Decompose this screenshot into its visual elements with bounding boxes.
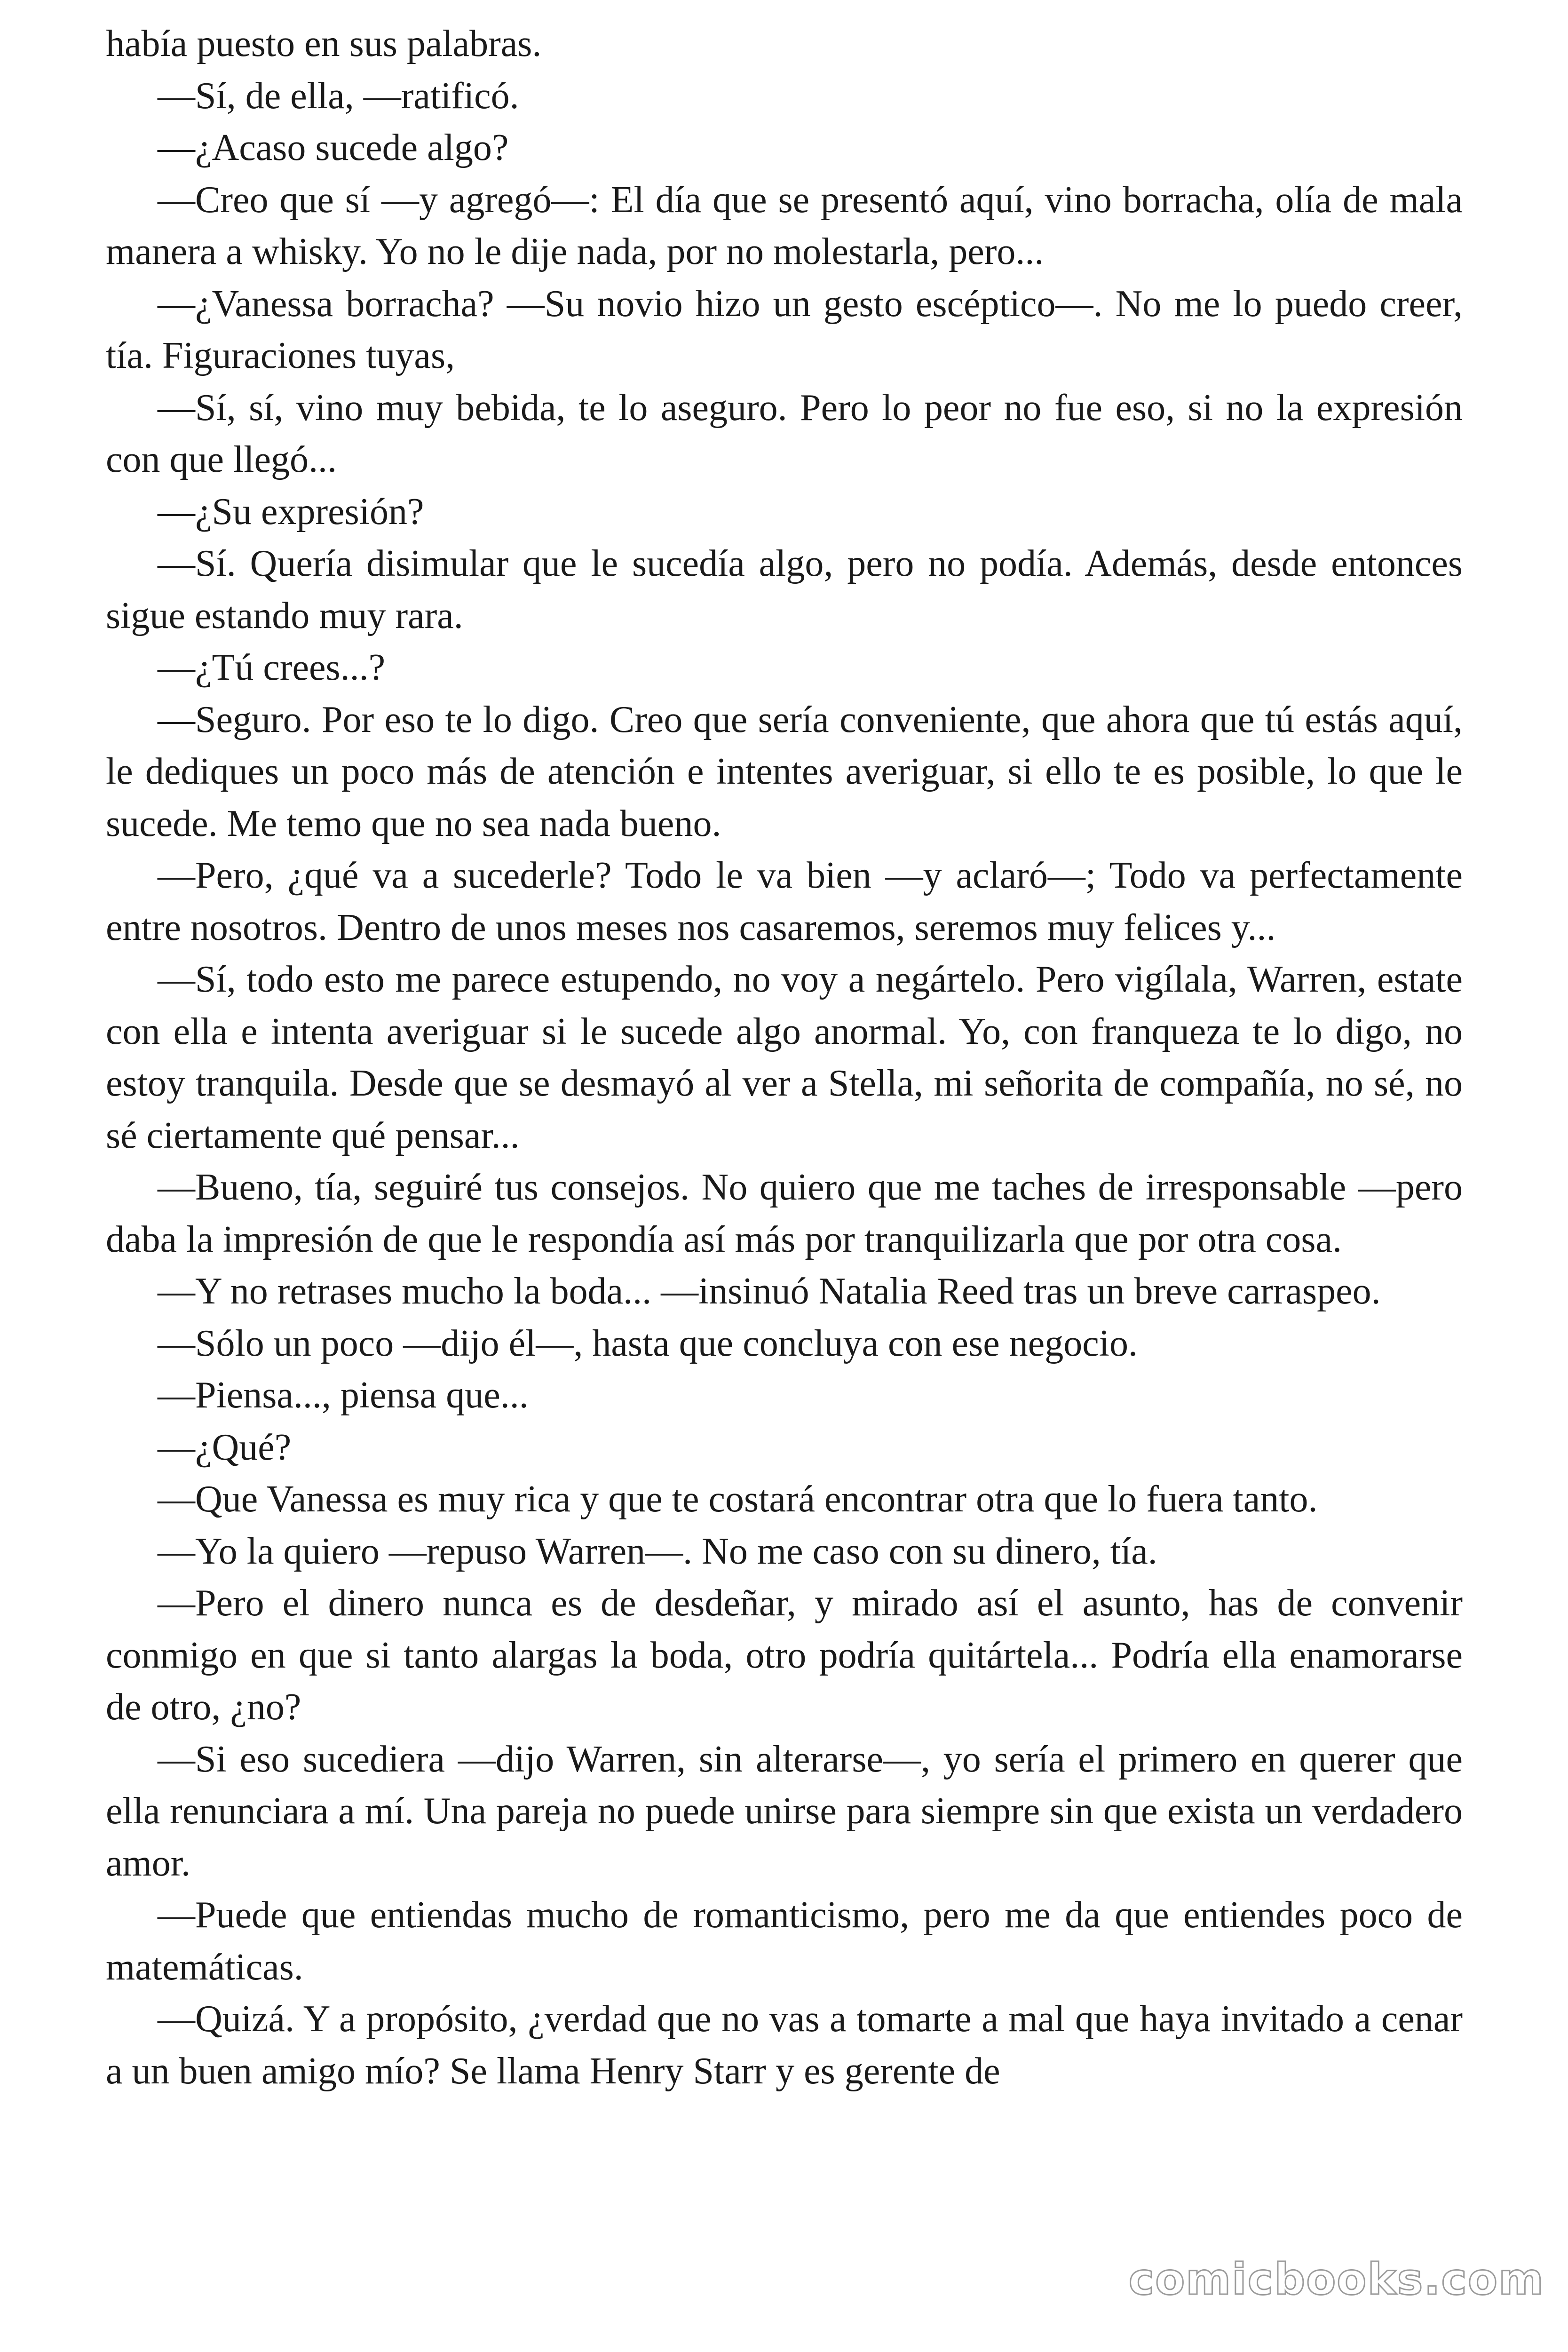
paragraph: —Sólo un poco —dijo él—, hasta que concluya con ese negocio. bbox=[158, 1322, 1138, 1364]
paragraph: —¿Tú crees...? bbox=[158, 647, 386, 688]
paragraph: —Que Vanessa es muy rica y que te costará encontrar otra que lo fuera tanto. bbox=[158, 1478, 1318, 1520]
watermark-logo: comicbooks.com bbox=[1128, 2254, 1544, 2304]
paragraph: —Piensa..., piensa que... bbox=[158, 1375, 529, 1416]
paragraph: —Sí, todo esto me parece estupendo, no voy a negártelo. Pero vigílala, Warren, estate con ella e intenta averiguar si le sucede algo anormal. Yo, con franqueza te lo digo, no estoy tranquila. Desde que se desmayó al ver a Stella, mi señorita de compañía, no sé, no sé ciertamente qué pensar... bbox=[106, 959, 1463, 1156]
paragraph: —Y no retrases mucho la boda... —insinuó Natalia Reed tras un breve carraspeo. bbox=[158, 1271, 1381, 1312]
paragraph: —Seguro. Por eso te lo digo. Creo que sería conveniente, que ahora que tú estás aquí, le dediques un poco más de atención e intentes averiguar, si ello te es posible, lo que le sucede. Me temo que no sea nada bueno. bbox=[106, 699, 1463, 844]
paragraph: —Sí, sí, vino muy bebida, te lo aseguro. Pero lo peor no fue eso, si no la expresión con que llegó... bbox=[106, 387, 1463, 480]
paragraph: —¿Acaso sucede algo? bbox=[158, 127, 509, 168]
paragraph: —Creo que sí —y agregó—: El día que se presentó aquí, vino borracha, olía de mala manera a whisky. Yo no le dije nada, por no molestarla, pero... bbox=[106, 179, 1463, 272]
paragraph: —Quizá. Y a propósito, ¿verdad que no vas a tomarte a mal que haya invitado a cenar a un buen amigo mío? Se llama Henry Starr y es gerente de bbox=[106, 1998, 1463, 2092]
paragraph: —Puede que entiendas mucho de romanticismo, pero me da que entiendes poco de matemáticas. bbox=[106, 1894, 1463, 1988]
paragraph: —Sí, de ella, —ratificó. bbox=[158, 75, 519, 117]
paragraph: —Sí. Quería disimular que le sucedía algo, pero no podía. Además, desde entonces sigue estando muy rara. bbox=[106, 543, 1463, 636]
paragraph: —Bueno, tía, seguiré tus consejos. No quiero que me taches de irresponsable —pero daba la impresión de que le respondía así más por tranquilizarla que por otra cosa. bbox=[106, 1167, 1463, 1260]
paragraph: —¿Qué? bbox=[158, 1426, 292, 1468]
paragraph: —Si eso sucediera —dijo Warren, sin alterarse—, yo sería el primero en querer que ella renunciara a mí. Una pareja no puede unirse para siempre sin que exista un verdadero amor. bbox=[106, 1738, 1463, 1884]
paragraph: había puesto en sus palabras. bbox=[106, 23, 542, 64]
paragraph: —¿Vanessa borracha? —Su novio hizo un gesto escéptico—. No me lo puedo creer, tía. Figuraciones tuyas, bbox=[106, 283, 1463, 376]
paragraph: —Pero, ¿qué va a sucederle? Todo le va bien —y aclaró—; Todo va perfectamente entre nosotros. Dentro de unos meses nos casaremos, seremos muy felices y... bbox=[106, 855, 1463, 948]
paragraph: —¿Su expresión? bbox=[158, 491, 424, 532]
paragraph: —Yo la quiero —repuso Warren—. No me caso con su dinero, tía. bbox=[158, 1530, 1157, 1572]
paragraph: —Pero el dinero nunca es de desdeñar, y mirado así el asunto, has de convenir conmigo en que si tanto alargas la boda, otro podría quitártela... Podría ella enamorarse de otro, ¿no? bbox=[106, 1582, 1463, 1728]
page-text bbox=[106, 18, 1463, 2097]
